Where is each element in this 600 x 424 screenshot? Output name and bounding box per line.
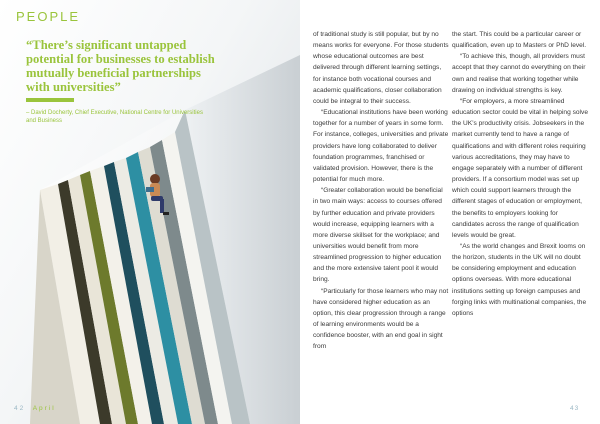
- article-column-1: [313, 29, 449, 353]
- page-number-right: 43: [570, 405, 580, 412]
- paragraph: “Greater collaboration would be beneficial in two main ways: access to courses offered by further education and private providers would increase, equipping learners with a more diverse skillset for the workplace; and universities would benefit from more streamlined progression to higher education and the more extensive talent pool it would bring.: [313, 187, 443, 284]
- paragraph: “To achieve this, though, all providers must accept that they cannot do everything on their own and realise that working together while drawing on individual strengths is key.: [452, 53, 586, 94]
- pull-quote: “There’s significant untapped potential for businesses to establish mutually beneficial partnerships with universities”: [26, 38, 215, 94]
- paragraph: the start. This could be a particular career or qualification, even up to Masters or PhD level.: [452, 31, 587, 50]
- quote-attribution: – David Docherty, Chief Executive, National Centre for Universities and Business: [26, 110, 203, 124]
- quote-divider: [26, 98, 74, 102]
- section-label: PEOPLE: [16, 9, 81, 24]
- paragraph: “Particularly for those learners who may not have considered higher education as an option, this clear progression through a range of learning environments would be a confidence booster, with an end goal in sight from: [313, 287, 449, 351]
- article-column-2: [452, 29, 588, 319]
- paragraph: “For employers, a more streamlined education sector could be vital in helping solve the UK’s productivity crisis. Jobseekers in the market currently tend to have a range of qualifications and with different roles requiring various accreditations, they may have to engage separately with a number of different providers. If a consortium model was set up which could support learners through the different stages of education or employment, the benefits to employers looking for candidates across the range of qualification levels would be great.: [452, 97, 588, 239]
- paragraph: “As the world changes and Brexit looms on the horizon, students in the UK will no doubt be considering employment and education options overseas. With more educational institutions setting up foreign campuses and forging links with multinational companies, the options: [452, 242, 587, 317]
- paragraph: “Educational institutions have been working together for a number of years in some form. For instance, colleges, universities and private providers have long collaborated to deliver foundation programmes, franchised or validated provision. However, there is the potential for much more.: [313, 109, 449, 184]
- page-number-left: 42: [14, 405, 26, 412]
- issue-label: April: [32, 405, 56, 412]
- folio-left: [14, 405, 56, 412]
- paragraph: of traditional study is still popular, but by no means works for everyone. For those students whose educational outcomes are best delivered through different learning settings, for instance both vocational courses and academic qualifications, closer collaboration could be integral to their success.: [313, 31, 449, 105]
